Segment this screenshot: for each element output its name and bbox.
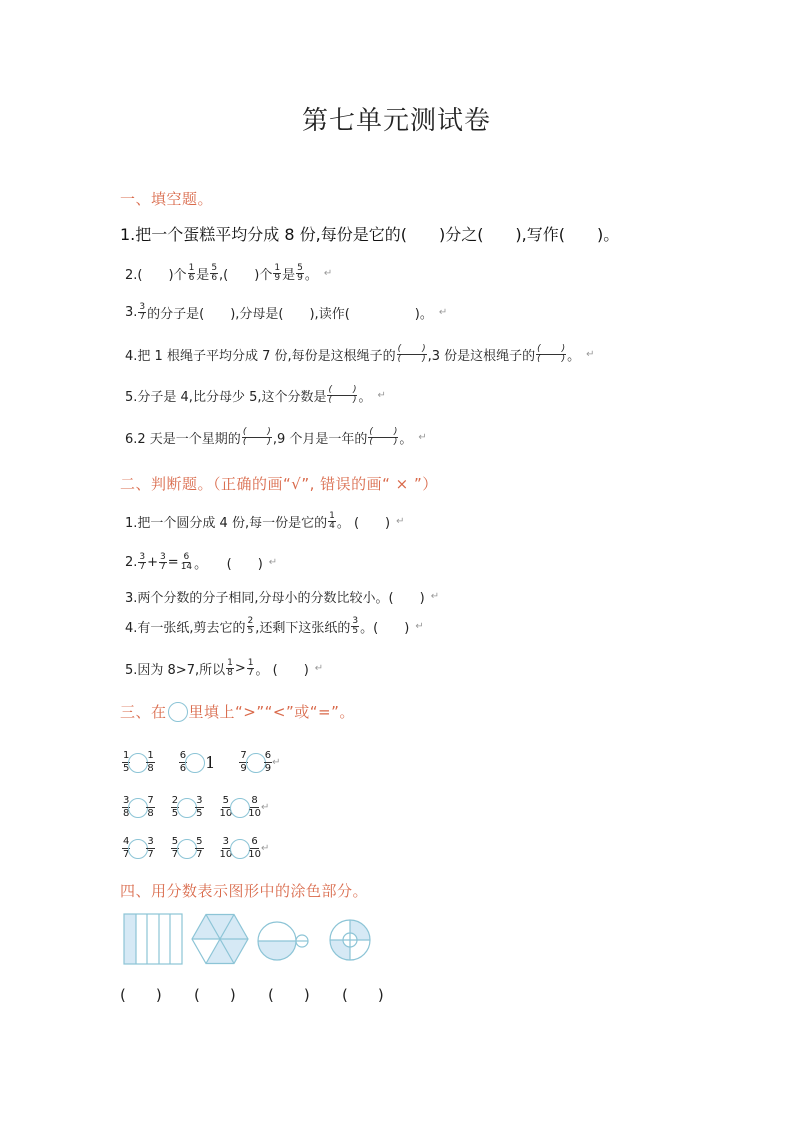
s2-question-3: 3.两个分数的分子相同,分母小的分数比较小。( ) ↵ — [125, 591, 440, 606]
fraction: $\frac{3}{7}$ — [160, 552, 166, 572]
s2-question-5: 5.因为 8>7,所以 $\frac{1}{8}$ > $\frac{1}{7}$ 。 ( ) ↵ — [125, 658, 324, 678]
compare-circle-input[interactable] — [128, 753, 148, 773]
s1-question-1: 1.把一个蛋糕平均分成 8 份,每份是它的( )分之( ),写作( )。 — [120, 225, 620, 244]
fraction-shapes — [120, 910, 380, 968]
comparison-item: $\frac{6}{6}$ 1 — [179, 750, 216, 774]
comparison-item: $\frac{3}{8}$ $\frac{7}{8}$ — [123, 795, 154, 819]
fraction: $\frac{5}{6}$ — [211, 263, 218, 283]
fraction: $\frac{1}{4}$ — [329, 511, 335, 531]
blank-fraction[interactable]: ( ) ( ) — [397, 344, 426, 364]
section-4-heading: 四、用分数表示图形中的涂色部分。 — [120, 882, 369, 900]
comparison-item: $\frac{2}{5}$ $\frac{3}{5}$ — [171, 795, 203, 819]
comparison-item: $\frac{5}{10}$ $\frac{8}{10}$ ↵ — [219, 795, 270, 819]
compare-circle-input[interactable] — [128, 798, 148, 818]
shape-figures — [120, 910, 380, 968]
paragraph-mark-icon: ↵ — [430, 591, 440, 602]
paragraph-mark-icon: ↵ — [438, 307, 448, 318]
comparison-item: $\frac{7}{9}$ $\frac{6}{9}$ ↵ — [240, 750, 281, 774]
fraction: $\frac{3}{7}$ — [139, 552, 146, 572]
answer-blank[interactable]: ( ) — [342, 986, 384, 1004]
compare-circle-input[interactable] — [246, 753, 266, 773]
paragraph-mark-icon: ↵ — [415, 621, 424, 632]
fraction: $\frac{1}{8}$ — [227, 658, 233, 678]
rectangle-fifths-shape — [124, 914, 182, 964]
compare-circle-input[interactable] — [230, 839, 250, 859]
hexagon-sixths-shape — [192, 915, 248, 964]
section-1-heading: 一、填空题。 — [120, 190, 214, 208]
compare-circle-input[interactable] — [128, 839, 148, 859]
paragraph-mark-icon: ↵ — [586, 349, 595, 360]
blank-fraction[interactable]: ( ) ( ) — [537, 344, 566, 364]
compare-circle-input[interactable] — [230, 798, 250, 818]
s2-question-4: 4.有一张纸,剪去它的 $\frac{2}{5}$ ,还剩下这张纸的 $\frac{3}{5}$ 。( ) ↵ — [125, 616, 424, 636]
circle-halves-shape — [258, 922, 308, 960]
answer-blank[interactable]: ( ) — [120, 986, 162, 1004]
fraction: $\frac{6}{14}$ — [180, 552, 193, 572]
section-2-heading: 二、判断题。（正确的画“√”, 错误的画“ × ”） — [120, 475, 438, 493]
compare-circle-input[interactable] — [177, 839, 197, 859]
paragraph-mark-icon: ↵ — [314, 663, 324, 674]
fraction: $\frac{3}{5}$ — [352, 616, 359, 636]
compare-circle-input[interactable] — [177, 798, 197, 818]
paragraph-mark-icon: ↵ — [323, 268, 333, 279]
comparison-item: $\frac{3}{10}$ $\frac{6}{10}$ ↵ — [219, 836, 270, 860]
s1-question-5: 5.分子是 4,比分母少 5,这个分数是 ( ) ( ) 。 ↵ — [125, 385, 386, 405]
s2-question-1: 1.把一个圆分成 4 份,每一份是它的 $\frac{1}{4}$ 。 ( ) ↵ — [125, 511, 405, 531]
fraction: $\frac{1}{7}$ — [247, 658, 254, 678]
circle-icon — [168, 702, 188, 722]
s1-question-6: 6.2 天是一个星期的 ( ) ( ) ,9 个月是一年的 ( ) ( ) 。 ↵ — [125, 427, 427, 447]
blank-fraction[interactable]: ( ) ( ) — [328, 385, 357, 405]
s1-question-4: 4.把 1 根绳子平均分成 7 份,每份是这根绳子的 ( ) ( ) ,3 份是这根绳子的 ( ) ( ) 。 ↵ — [125, 344, 595, 364]
s2-question-2: 2. $\frac{3}{7}$ + $\frac{3}{7}$ = $\frac{6}{14}$ 。 ( ) ↵ — [125, 552, 278, 572]
compare-circle-input[interactable] — [185, 753, 205, 773]
paragraph-mark-icon: ↵ — [377, 390, 386, 401]
answer-blank[interactable]: ( ) — [268, 986, 310, 1004]
answer-row — [120, 984, 416, 1005]
paragraph-mark-icon: ↵ — [396, 516, 405, 527]
s1-question-2: 2.( )个 $\frac{1}{6}$ 是 $\frac{5}{6}$ ,( )个 $\frac{1}{9}$ 是 $\frac{5}{9}$ 。 ↵ — [125, 263, 333, 283]
comparison-grid — [122, 750, 296, 861]
fraction: $\frac{1}{9}$ — [274, 263, 281, 283]
fraction: $\frac{2}{5}$ — [247, 616, 254, 636]
paragraph-mark-icon: ↵ — [268, 557, 278, 568]
answer-blank[interactable]: ( ) — [194, 986, 236, 1004]
blank-fraction[interactable]: ( ) ( ) — [242, 427, 271, 447]
fraction: $\frac{3}{7}$ — [139, 302, 146, 322]
paragraph-mark-icon: ↵ — [418, 432, 427, 443]
comparison-item: $\frac{1}{5}$ $\frac{1}{8}$ — [123, 750, 154, 774]
page-title: 第七单元测试卷 — [301, 106, 491, 136]
comparison-row — [122, 795, 296, 820]
comparison-row — [122, 750, 296, 775]
comparison-item: $\frac{4}{7}$ $\frac{3}{7}$ — [123, 836, 154, 860]
blank-fraction[interactable]: ( ) ( ) — [369, 427, 398, 447]
fraction: $\frac{5}{9}$ — [297, 263, 303, 283]
comparison-item: $\frac{5}{7}$ $\frac{5}{7}$ — [171, 836, 203, 860]
paragraph-mark-icon: ↵ — [260, 843, 270, 854]
paragraph-mark-icon: ↵ — [272, 757, 281, 768]
section-3-heading: 三、在 里填上“>”“<”或“=”。 — [120, 703, 355, 721]
paragraph-mark-icon: ↵ — [260, 802, 270, 813]
comparison-row — [122, 836, 296, 861]
s1-question-3: 3. $\frac{3}{7}$ 的分子是( ),分母是( ),读作( )。 ↵ — [125, 302, 448, 322]
fraction: $\frac{1}{6}$ — [188, 263, 195, 283]
ring-quarters-shape — [330, 920, 370, 960]
